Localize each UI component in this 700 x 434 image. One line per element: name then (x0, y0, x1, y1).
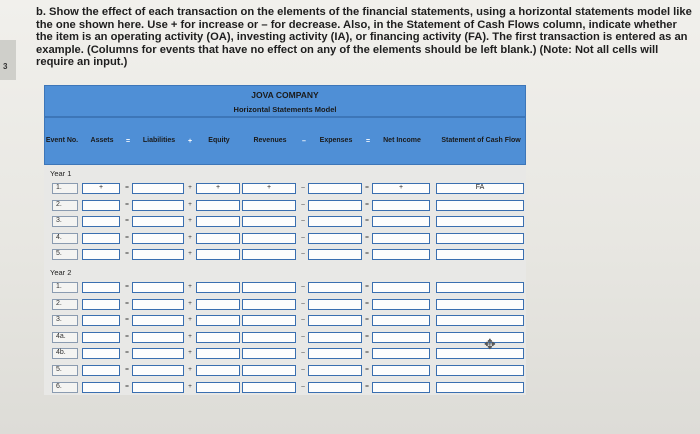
operator-sign: + (188, 283, 192, 290)
operator-sign: + (188, 382, 192, 390)
operator-sign: = (365, 200, 369, 208)
cash-flow-input[interactable] (436, 200, 524, 211)
instructions (36, 6, 696, 69)
operator-sign: + (188, 184, 192, 191)
operator-sign: = (125, 382, 129, 390)
event-number: 1. (56, 283, 62, 290)
liabilities-input[interactable] (132, 233, 184, 244)
revenues-input[interactable] (242, 365, 296, 376)
expenses-input[interactable] (308, 299, 362, 310)
question-number: 3 (3, 62, 8, 71)
operator-sign: + (188, 217, 192, 225)
table-title (44, 85, 526, 117)
header-cash-flow: Statement of Cash Flow (441, 137, 521, 144)
header-equity: Equity (208, 137, 230, 144)
net-income-input[interactable] (372, 249, 430, 260)
operator-sign: – (301, 217, 305, 225)
operator-sign: + (188, 233, 192, 241)
liabilities-input[interactable] (132, 382, 184, 393)
event-number: 3. (56, 217, 62, 225)
model-name: Horizontal Statements Model (233, 105, 337, 114)
net-income-input[interactable] (372, 382, 430, 393)
net-income-input[interactable] (372, 282, 430, 293)
operator-sign: + (188, 366, 192, 373)
expenses-input[interactable] (308, 365, 362, 376)
assets-input[interactable] (82, 282, 120, 293)
cash-flow-input[interactable] (436, 332, 524, 343)
cash-flow-input[interactable] (436, 282, 524, 293)
equity-input[interactable] (196, 315, 240, 326)
assets-input[interactable] (82, 216, 120, 227)
assets-input[interactable] (82, 299, 120, 310)
event-number: 4. (56, 233, 62, 241)
assets-input[interactable] (82, 365, 120, 376)
operator-sign: = (365, 366, 369, 373)
operator-sign: = (125, 366, 129, 373)
liabilities-input[interactable] (132, 348, 184, 359)
header-op-equals-1: = (125, 137, 131, 145)
net-income-input[interactable] (372, 332, 430, 343)
year-label: Year 1 (50, 169, 72, 178)
revenues-input[interactable] (242, 299, 296, 310)
example-cash-flow: FA (475, 184, 485, 191)
liabilities-input[interactable] (132, 332, 184, 343)
equity-input[interactable] (196, 216, 240, 227)
operator-sign: = (125, 316, 129, 324)
header-op-plus: + (187, 137, 193, 145)
operator-sign: = (365, 332, 369, 340)
assets-input[interactable] (82, 233, 120, 244)
header-event: Event No. (45, 137, 79, 144)
cash-flow-input[interactable] (436, 348, 524, 359)
operator-sign: – (301, 200, 305, 208)
net-income-input[interactable] (372, 233, 430, 244)
assets-input[interactable] (82, 348, 120, 359)
assets-input[interactable] (82, 200, 120, 211)
event-number: 5. (56, 250, 62, 258)
revenues-input[interactable] (242, 200, 296, 211)
company-name: JOVA COMPANY (251, 90, 319, 100)
example-assets: + (98, 184, 104, 191)
event-number: 4b. (56, 349, 66, 357)
cash-flow-input[interactable] (436, 216, 524, 227)
example-equity: + (215, 184, 221, 191)
example-net-income: + (398, 184, 404, 191)
assets-input[interactable] (82, 315, 120, 326)
header-op-equals-2: = (365, 137, 371, 145)
operator-sign: + (188, 299, 192, 307)
operator-sign: = (365, 299, 369, 307)
operator-sign: = (365, 349, 369, 357)
operator-sign: + (188, 332, 192, 340)
event-number: 3. (56, 316, 62, 324)
revenues-input[interactable] (242, 348, 296, 359)
equity-input[interactable] (196, 249, 240, 260)
operator-sign: – (301, 316, 305, 324)
header-assets: Assets (90, 137, 114, 144)
header-net-income: Net Income (383, 137, 421, 144)
margin-bar (0, 40, 16, 80)
operator-sign: = (125, 233, 129, 241)
event-number: 6. (56, 382, 62, 390)
cash-flow-input[interactable] (436, 315, 524, 326)
operator-sign: = (125, 299, 129, 307)
net-income-input[interactable] (372, 299, 430, 310)
operator-sign: + (188, 200, 192, 208)
net-income-input[interactable] (372, 315, 430, 326)
liabilities-input[interactable] (132, 216, 184, 227)
event-number: 2. (56, 200, 62, 208)
cash-flow-input[interactable] (436, 382, 524, 393)
header-expenses: Expenses (319, 137, 353, 144)
event-number: 1. (56, 184, 62, 191)
operator-sign: = (125, 349, 129, 357)
equity-input[interactable] (196, 233, 240, 244)
revenues-input[interactable] (242, 249, 296, 260)
event-number: 4a. (56, 332, 66, 340)
cash-flow-input[interactable] (436, 233, 524, 244)
event-number: 5. (56, 366, 62, 373)
operator-sign: = (125, 332, 129, 340)
assets-input[interactable] (82, 332, 120, 343)
expenses-input[interactable] (308, 183, 362, 194)
operator-sign: + (188, 316, 192, 324)
equity-input[interactable] (196, 332, 240, 343)
operator-sign: = (125, 217, 129, 225)
operator-sign: = (125, 184, 129, 191)
liabilities-input[interactable] (132, 183, 184, 194)
net-income-input[interactable] (372, 365, 430, 376)
revenues-input[interactable] (242, 315, 296, 326)
revenues-input[interactable] (242, 282, 296, 293)
operator-sign: – (301, 283, 305, 290)
expenses-input[interactable] (308, 200, 362, 211)
assets-input[interactable] (82, 382, 120, 393)
liabilities-input[interactable] (132, 249, 184, 260)
operator-sign: – (301, 184, 305, 191)
revenues-input[interactable] (242, 382, 296, 393)
expenses-input[interactable] (308, 249, 362, 260)
equity-input[interactable] (196, 348, 240, 359)
liabilities-input[interactable] (132, 200, 184, 211)
move-cursor-icon: ✥ (484, 336, 496, 352)
equity-input[interactable] (196, 299, 240, 310)
expenses-input[interactable] (308, 382, 362, 393)
operator-sign: = (365, 217, 369, 225)
operator-sign: – (301, 366, 305, 373)
net-income-input[interactable] (372, 216, 430, 227)
horizontal-statements-table (44, 85, 526, 395)
operator-sign: + (188, 250, 192, 258)
header-revenues: Revenues (253, 137, 287, 144)
liabilities-input[interactable] (132, 315, 184, 326)
operator-sign: = (125, 200, 129, 208)
example-revenues: + (266, 184, 272, 191)
liabilities-input[interactable] (132, 282, 184, 293)
operator-sign: – (301, 332, 305, 340)
operator-sign: – (301, 250, 305, 258)
expenses-input[interactable] (308, 332, 362, 343)
event-number: 2. (56, 299, 62, 307)
net-income-input[interactable] (372, 200, 430, 211)
operator-sign: = (125, 283, 129, 290)
operator-sign: = (365, 316, 369, 324)
assets-input[interactable] (82, 249, 120, 260)
expenses-input[interactable] (308, 216, 362, 227)
header-liabilities: Liabilities (142, 137, 176, 144)
liabilities-input[interactable] (132, 299, 184, 310)
header-op-minus: – (302, 137, 306, 145)
cash-flow-input[interactable] (436, 365, 524, 376)
operator-sign: = (365, 184, 369, 191)
instructions-text: b. Show the effect of each transaction on the elements of the financial statements, using a horizontal statements model like the one shown here. Use + for increase or – for decrease. Also, in the Statement of Cash Flows column, indicate whether the item is an operating activity (OA), investing activity (IA), or financing activity (FA). The first transaction is entered as an example. (Columns for events that have no effect on any of the elements should be left blank.) (36, 6, 692, 56)
operator-sign: = (365, 283, 369, 290)
expenses-input[interactable] (308, 315, 362, 326)
operator-sign: = (365, 382, 369, 390)
operator-sign: + (188, 349, 192, 357)
expenses-input[interactable] (308, 282, 362, 293)
equity-input[interactable] (196, 282, 240, 293)
revenues-input[interactable] (242, 216, 296, 227)
equity-input[interactable] (196, 365, 240, 376)
equity-input[interactable] (196, 200, 240, 211)
year-label: Year 2 (50, 268, 72, 277)
operator-sign: – (301, 349, 305, 357)
column-headers (44, 117, 526, 165)
revenues-input[interactable] (242, 233, 296, 244)
equity-input[interactable] (196, 382, 240, 393)
revenues-input[interactable] (242, 332, 296, 343)
operator-sign: = (365, 250, 369, 258)
operator-sign: = (125, 250, 129, 258)
operator-sign: – (301, 233, 305, 241)
expenses-input[interactable] (308, 233, 362, 244)
operator-sign: – (301, 382, 305, 390)
net-income-input[interactable] (372, 348, 430, 359)
cash-flow-input[interactable] (436, 299, 524, 310)
instructions-note: (Note: Not all cells will require an input.) (36, 43, 659, 68)
liabilities-input[interactable] (132, 365, 184, 376)
expenses-input[interactable] (308, 348, 362, 359)
operator-sign: = (365, 233, 369, 241)
table-body (44, 165, 526, 395)
cash-flow-input[interactable] (436, 249, 524, 260)
operator-sign: – (301, 299, 305, 307)
